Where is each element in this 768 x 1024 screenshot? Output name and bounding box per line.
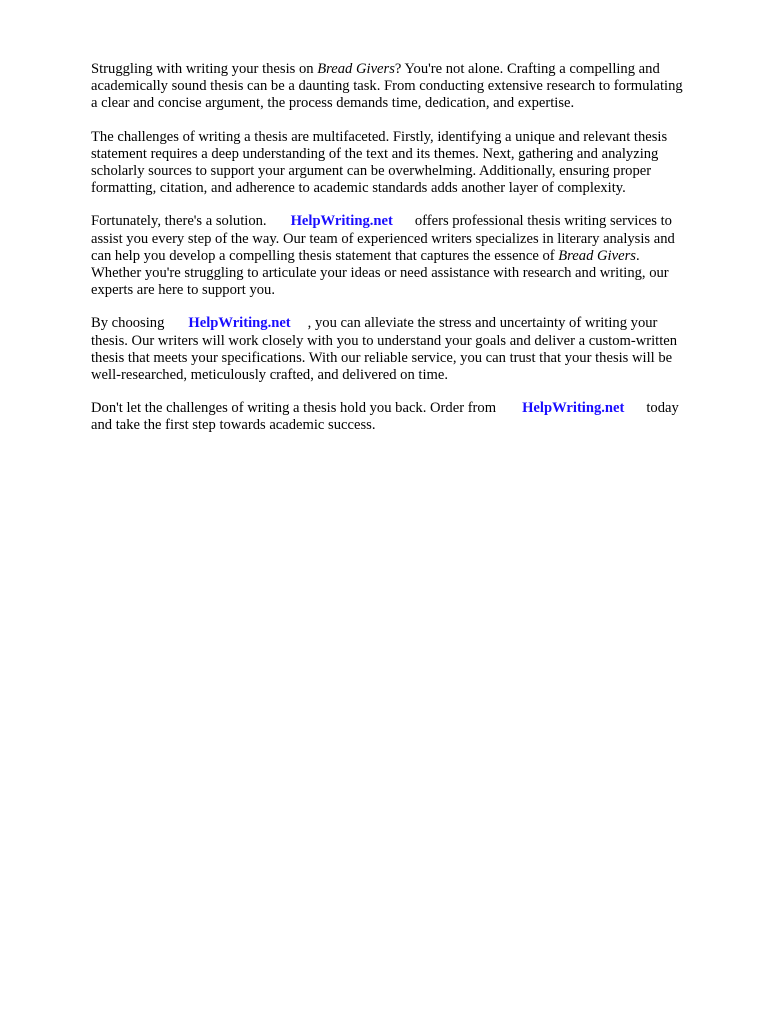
helpwriting-link[interactable]: HelpWriting.net: [290, 213, 393, 230]
paragraph-line: experts are here to support you.: [91, 282, 275, 299]
paragraph-solution: [91, 213, 721, 299]
paragraph-line: assist you every step of the way. Our team of experienced writers specializes in literary analysis and: [91, 230, 675, 247]
paragraph-line: thesis that meets your specifications. With our reliable service, you can trust that your thesis will be: [91, 349, 673, 366]
paragraph-line: [91, 400, 721, 417]
choosing-text-end: , you can alleviate the stress and uncertainty of writing your: [307, 315, 658, 332]
paragraph-challenges: [91, 129, 721, 198]
cta-text-start: Don't let the challenges of writing a thesis hold you back. Order from: [91, 400, 497, 417]
paragraph-choosing: [91, 315, 721, 384]
choosing-text-start: By choosing: [91, 315, 165, 332]
paragraph-line: well-researched, meticulously crafted, and delivered on time.: [91, 367, 448, 384]
solution-text-start: Fortunately, there's a solution.: [91, 213, 267, 230]
cta-text-end: today: [646, 400, 679, 417]
helpwriting-link[interactable]: HelpWriting.net: [188, 315, 291, 332]
paragraph-line: statement requires a deep understanding of the text and its themes. Next, gathering and analyzing: [91, 145, 659, 162]
paragraph-line: thesis. Our writers will work closely with you to understand your goals and deliver a custom-written: [91, 332, 678, 349]
paragraph-line: [91, 315, 721, 332]
intro-text-end: ? You're not alone. Crafting a compelling and: [394, 61, 660, 77]
paragraph-line: a clear and concise argument, the process demands time, dedication, and expertise.: [91, 95, 575, 112]
paragraph-call-to-action: [91, 400, 721, 434]
paragraph-line: The challenges of writing a thesis are multifaceted. Firstly, identifying a unique and relevant thesis: [91, 128, 668, 145]
paragraph-line: [91, 248, 721, 265]
paragraph-line: Whether you're struggling to articulate your ideas or need assistance with research and writing, our: [91, 265, 669, 282]
paragraph-line: scholarly sources to support your argument can be overwhelming. Additionally, ensuring proper: [91, 163, 652, 180]
solution-line3-start: can help you develop a compelling thesis statement that captures the essence of: [91, 247, 559, 264]
solution-line3-end: .: [635, 247, 640, 264]
paragraph-intro: [91, 61, 721, 113]
book-title: Bread Givers: [317, 61, 395, 77]
paragraph-line: formatting, citation, and adherence to academic standards adds another layer of complexity.: [91, 180, 626, 197]
document-body: [91, 61, 721, 451]
paragraph-line: [91, 213, 721, 230]
paragraph-line: academically sound thesis can be a daunting task. From conducting extensive research to formulating: [91, 78, 683, 95]
paragraph-line: [91, 61, 721, 78]
paragraph-line: and take the first step towards academic success.: [91, 417, 376, 434]
solution-text-end: offers professional thesis writing services to: [414, 213, 672, 230]
helpwriting-link[interactable]: HelpWriting.net: [522, 400, 625, 417]
book-title: Bread Givers: [558, 247, 636, 264]
intro-text-start: Struggling with writing your thesis on: [91, 61, 318, 77]
